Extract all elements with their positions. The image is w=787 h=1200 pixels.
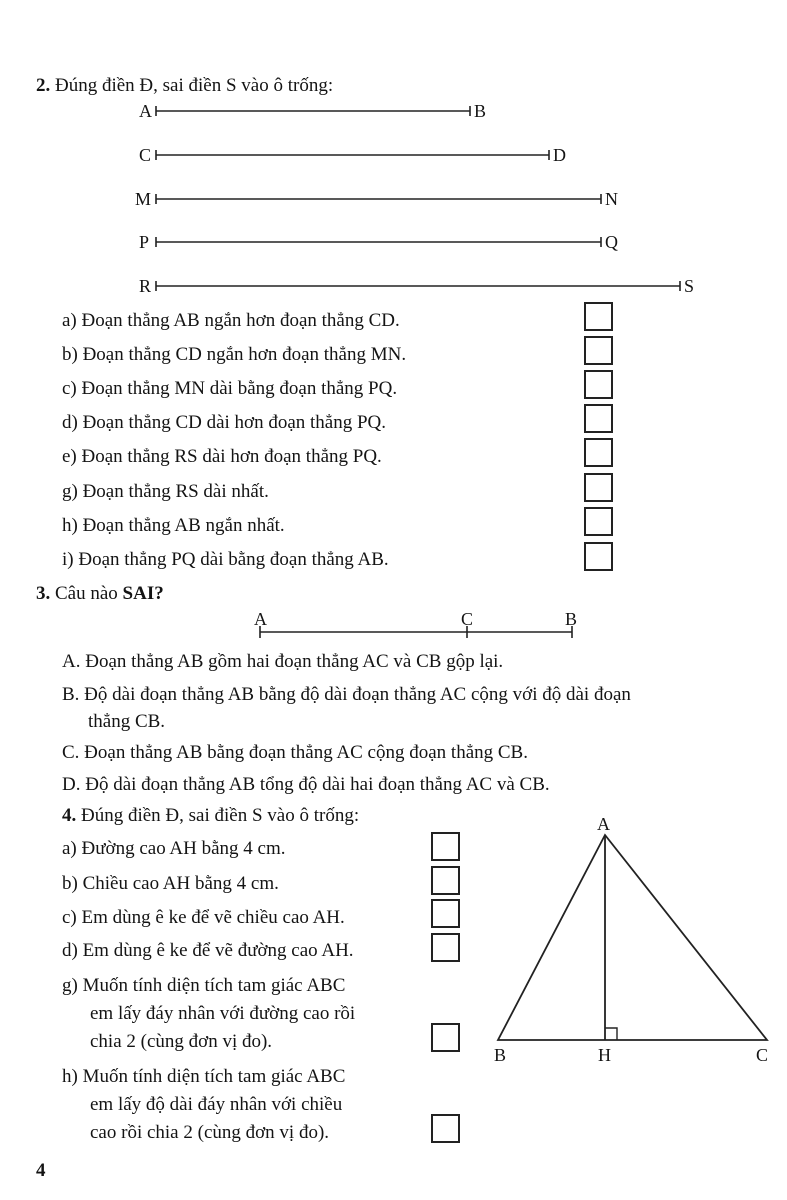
point-label-b: B (474, 101, 487, 121)
figure-label-c: C (461, 609, 474, 629)
figure-label-a: A (254, 609, 267, 629)
claim-h-line-2: em lấy độ dài đáy nhân với chiều (90, 1094, 343, 1115)
claim-h: h) Muốn tính diện tích tam giác ABC (62, 1066, 346, 1087)
option-d: D. Độ dài đoạn thẳng AB tổng độ dài hai đoạn thẳng AC và CB. (62, 774, 550, 795)
point-label-m: M (135, 189, 152, 209)
point-label-q: Q (605, 232, 618, 252)
claim-c: c) Em dùng ê ke để vẽ chiều cao AH. (62, 907, 345, 928)
triangle-label-a: A (597, 814, 610, 834)
exercise-instruction: Đúng điền Đ, sai điền S vào ô trống: (55, 75, 334, 96)
claim-h-line-3: cao rồi chia 2 (cùng đơn vị đo). (90, 1122, 330, 1143)
option-c: C. Đoạn thẳng AB bằng đoạn thẳng AC cộng đoạn thẳng CB. (62, 742, 528, 763)
triangle-label-c: C (756, 1045, 769, 1065)
statement-c: c) Đoạn thẳng MN dài bằng đoạn thẳng PQ. (62, 378, 398, 399)
point-label-a: A (139, 101, 152, 121)
exercise-number: 4. (62, 805, 77, 826)
statement-d: d) Đoạn thẳng CD dài hơn đoạn thẳng PQ. (62, 412, 387, 433)
point-label-c: C (139, 145, 152, 165)
question-keyword: SAI? (122, 583, 164, 604)
triangle-abc (498, 835, 767, 1040)
question-text: Câu nào (55, 583, 123, 604)
claim-g-line-2: em lấy đáy nhân với đường cao rồi (90, 1003, 356, 1024)
statement-a: a) Đoạn thẳng AB ngắn hơn đoạn thẳng CD. (62, 310, 400, 331)
statement-h: h) Đoạn thẳng AB ngắn nhất. (62, 515, 285, 536)
claim-b: b) Chiều cao AH bằng 4 cm. (62, 873, 279, 894)
option-a: A. Đoạn thẳng AB gồm hai đoạn thẳng AC và CB gộp lại. (62, 651, 504, 672)
statement-g: g) Đoạn thẳng RS dài nhất. (62, 481, 269, 502)
option-b-continued: thẳng CB. (88, 711, 166, 732)
claim-g-line-3: chia 2 (cùng đơn vị đo). (90, 1031, 273, 1052)
point-label-d: D (553, 145, 566, 165)
statement-b: b) Đoạn thẳng CD ngắn hơn đoạn thẳng MN. (62, 344, 407, 365)
point-label-s: S (684, 276, 695, 296)
page-number: 4 (36, 1160, 46, 1181)
statement-e: e) Đoạn thẳng RS dài hơn đoạn thẳng PQ. (62, 446, 382, 467)
statement-i: i) Đoạn thẳng PQ dài bằng đoạn thẳng AB. (62, 549, 389, 570)
figure-label-b: B (565, 609, 578, 629)
claim-g: g) Muốn tính diện tích tam giác ABC (62, 975, 346, 996)
triangle-label-b: B (494, 1045, 507, 1065)
exercise-instruction: Đúng điền Đ, sai điền S vào ô trống: (81, 805, 360, 826)
point-label-n: N (605, 189, 618, 209)
right-angle-mark (605, 1028, 617, 1040)
exercise-number: 3. (36, 583, 51, 604)
triangle-label-h: H (598, 1045, 611, 1065)
exercise-number: 2. (36, 75, 51, 96)
point-label-p: P (139, 232, 150, 252)
claim-a: a) Đường cao AH bằng 4 cm. (62, 838, 286, 859)
option-b: B. Độ dài đoạn thẳng AB bằng độ dài đoạn thẳng AC cộng với độ dài đoạn (62, 684, 631, 705)
point-label-r: R (139, 276, 152, 296)
claim-d: d) Em dùng ê ke để vẽ đường cao AH. (62, 940, 354, 961)
